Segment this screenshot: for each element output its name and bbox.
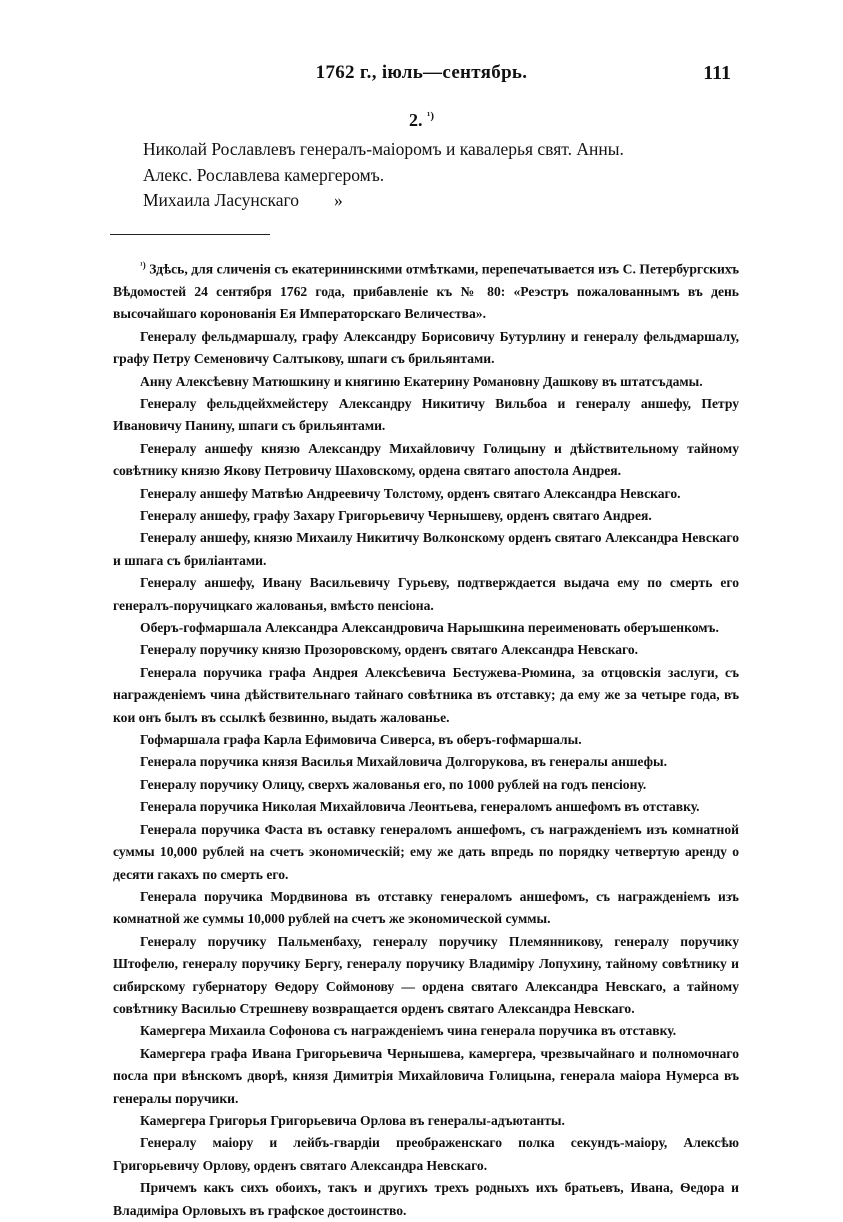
footnote-paragraph: Генералу поручику князю Прозоровскому, орденъ святаго Александра Невскаго.: [140, 642, 639, 658]
footnote-mark: ¹): [140, 260, 146, 270]
entry: Николай Рославлевъ генералъ-маіоромъ и кавалерья свят. Анны.: [143, 139, 624, 159]
footnote-paragraph: Анну Алексѣевну Матюшкину и княгиню Екатерину Романовну Дашкову въ штатсъдамы.: [140, 373, 703, 389]
footnote-paragraph: Генерала поручика Мордвинова въ отставку генераломъ аншефомъ, съ награжденіемъ изъ комнатной же суммы 10,000 рублей на счетъ же экономической суммы.: [113, 888, 739, 927]
footnote-paragraph: Генерала поручика Фаста въ оставку генераломъ аншефомъ, съ награжденіемъ изъ комнатной суммы 10,000 рублей на счетъ экономическій; ему же дать впредь по порядку четвертую аренду о десяти гакахъ по смерть его.: [113, 821, 739, 882]
footnote-paragraph: Генералу аншефу князю Александру Михайловичу Голицыну и дѣйствительному тайному совѣтнику князю Якову Петровичу Шаховскому, ордена святаго апостола Андрея.: [113, 440, 739, 479]
footnote-paragraph: Генералу аншефу, Ивану Васильевичу Гурьеву, подтверждается выдача ему по смерть его генералъ-поручицкаго жалованья, вмѣсто пенсіона.: [113, 575, 739, 613]
page-number: 111: [703, 62, 731, 84]
footnote-paragraph: Генералу аншефу Матвѣю Андреевичу Толстому, орденъ святаго Александра Невскаго.: [140, 485, 681, 501]
footnote-paragraph: Генерала поручика князя Василья Михайловича Долгорукова, въ генералы аншефы.: [140, 754, 668, 770]
footnote-paragraph: Генералу поручику Пальменбаху, генералу поручику Племянникову, генералу поручику Штофелю, генералу поручику Бергу, генералу поручику Владиміру Лопухину, тайному совѣтнику и сибирскому губернатору Ѳедору Соймонову — ордена святаго Александра Невскаго, а тайному совѣтнику Василью Стрешневу возвращается орденъ святаго Александра Невскаго.: [113, 933, 739, 1016]
footnote-paragraph: Камергера Михаила Софонова съ награжденіемъ чина генерала поручика въ отставку.: [140, 1023, 677, 1039]
running-head-title: 1762 г., іюль—сентябрь.: [315, 62, 528, 83]
document-number-label: 2.: [409, 110, 423, 130]
running-head: [0, 62, 843, 88]
footnote-paragraph: Генералу фельдмаршалу, графу Александру Борисовичу Бутурлину и генералу фельдмаршалу, графу Петру Семеновичу Салтыкову, шпаги съ брильянтами.: [113, 328, 739, 367]
footnote-reference: ¹): [427, 110, 434, 122]
footnote-paragraph: Генералу аншефу, графу Захару Григорьевичу Чернышеву, орденъ святаго Андрея.: [140, 508, 652, 523]
footnote-paragraph: Генералу фельдцейхмейстеру Александру Никитичу Вильбоа и генералу аншефу, Петру Ивановичу Панину, шпаги съ брильянтами.: [113, 395, 739, 434]
footnote-divider: [110, 234, 270, 235]
footnote-paragraph: Причемъ какъ сихъ обоихъ, такъ и другихъ трехъ родныхъ ихъ братьевъ, Ивана, Ѳедора и Владиміра Орловыхъ въ графское достоинство.: [113, 1180, 739, 1218]
footnote-paragraph: Генералу поручику Олицу, сверхъ жалованья его, по 1000 рублей на годъ пенсіону.: [140, 776, 647, 792]
footnote: [113, 254, 739, 1222]
entries-list: [143, 137, 743, 214]
footnote-paragraph: Генералу маіору и лейбъ-гвардіи преображенскаго полка секундъ-маіору, Алексѣю Григорьевичу Орлову, орденъ святаго Александра Невскаго.: [113, 1135, 739, 1173]
footnote-paragraph: Оберъ-гофмаршала Александра Александровича Нарышкина переименовать оберъшенкомъ.: [140, 620, 719, 636]
footnote-paragraph: Камергера Григорья Григорьевича Орлова въ генералы-адъютанты.: [140, 1112, 565, 1128]
footnote-paragraph: Генералу аншефу, князю Михаилу Никитичу Волконскому орденъ святаго Александра Невскаго и шпага съ бриліантами.: [113, 530, 739, 568]
footnote-paragraph: Генерала поручика графа Андрея Алексѣевича Бестужева-Рюмина, за отцовскія заслуги, съ награжденіемъ чина дѣйствительнаго тайнаго совѣтника въ отставку; да ему же за четыре года, въ кои онъ былъ въ ссылкѣ безвинно, выдать жалованье.: [113, 664, 739, 725]
footnote-paragraph: Гофмаршала графа Карла Ефимовича Сиверса, въ оберъ-гофмаршалы.: [140, 732, 582, 748]
entry: Алекс. Рославлева камергеромъ.: [143, 164, 385, 185]
footnote-paragraph: Генерала поручика Николая Михайловича Леонтьева, генераломъ аншефомъ въ отставку.: [140, 799, 700, 815]
entry: Михаила Ласунскаго »: [143, 190, 343, 210]
document-number: [0, 110, 843, 131]
footnote-paragraph: [113, 254, 739, 326]
footnote-text: Здѣсь, для сличенія съ екатерининскими отмѣтками, перепечатывается изъ С. Петербургскихъ Вѣдомостей 24 сентября 1762 года, прибавленіе къ № 80: «Реэстръ пожалованнымъ въ день высочайшаго коронованія Ея Императорскаго Величества».: [113, 261, 739, 322]
footnote-paragraph: Камергера графа Ивана Григорьевича Чернышева, камергера, чрезвычайнаго и полномочнаго посла при вѣнскомъ дворѣ, князя Димитрія Михайловича Голицына, генерала маіора Нумерса въ генералы поручики.: [113, 1045, 739, 1106]
